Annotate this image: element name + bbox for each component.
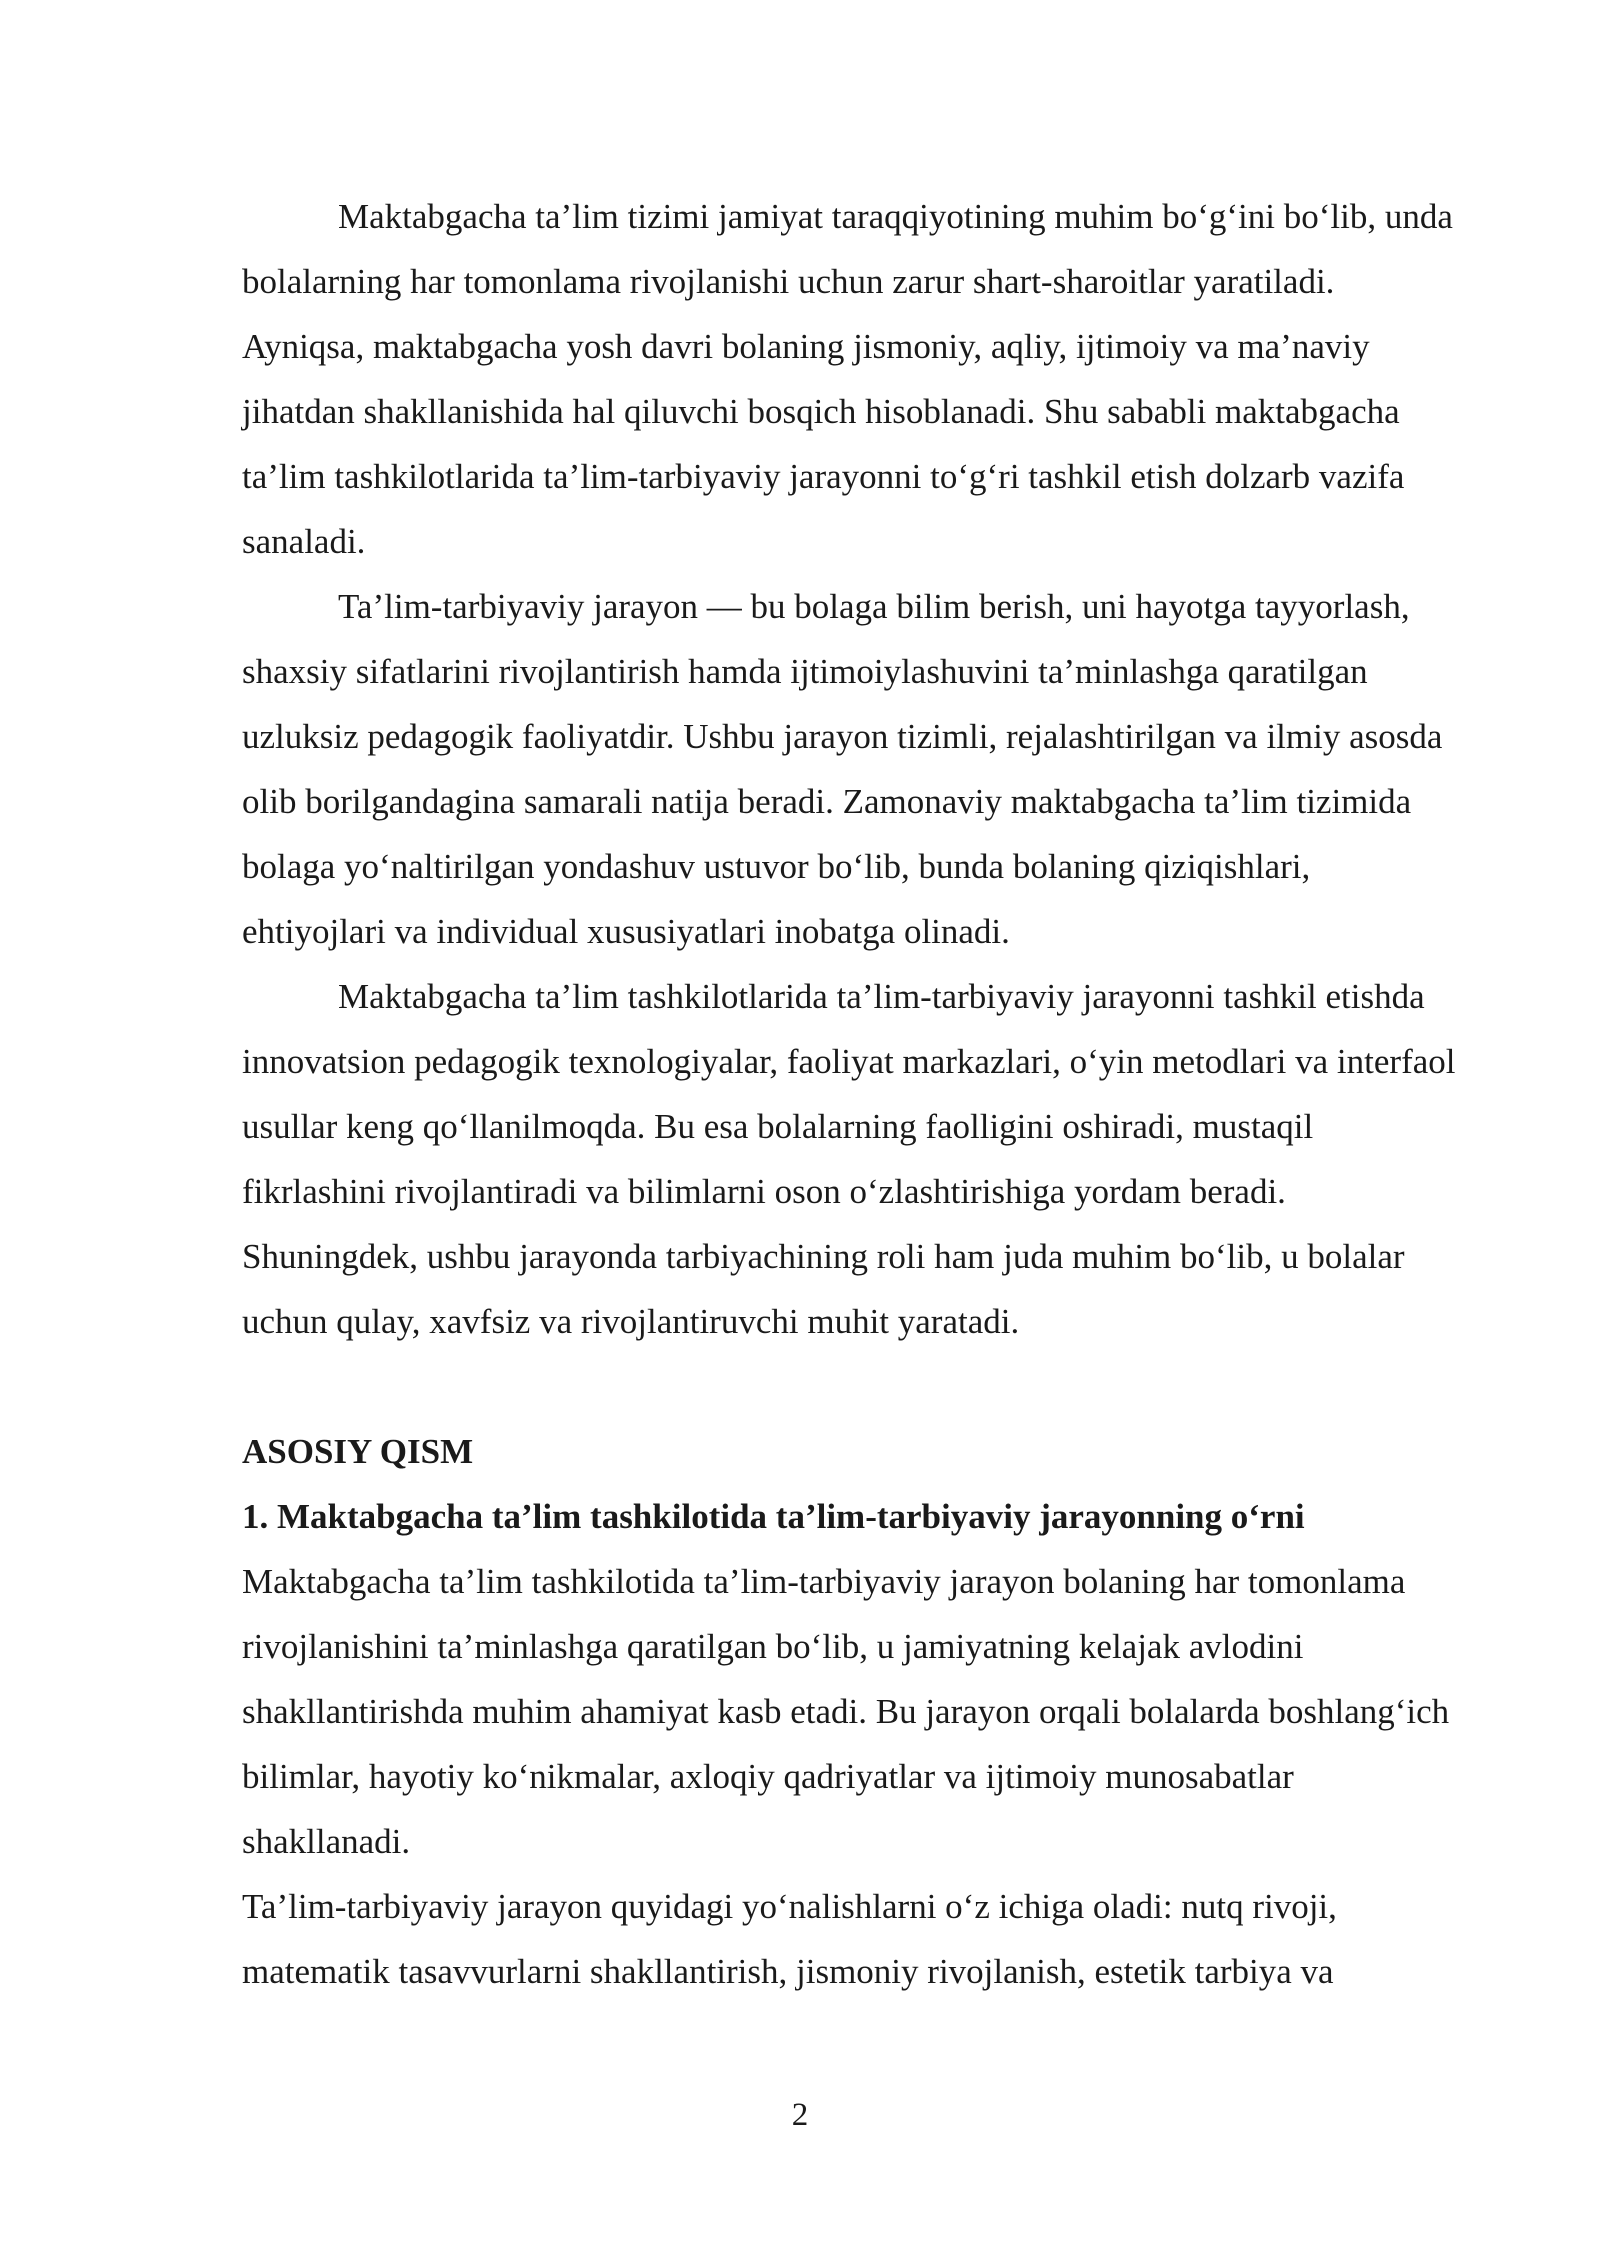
intro-paragraph-1: Maktabgacha ta’lim tizimi jamiyat taraqqiyotining muhim bo‘g‘ini bo‘lib, unda bolalarning har tomonlama rivojlanishi uchun zarur shart-sharoitlar yaratiladi. Ayniqsa, maktabgacha yosh davri bolaning jismoniy, aqliy, ijtimoiy va ma’naviy jihatdan shakllanishida hal qiluvchi bosqich hisoblanadi. Shu sababli maktabgacha ta’lim tashkilotlarida ta’lim-tarbiyaviy jarayonni to‘g‘ri tashkil etish dolzarb vazifa sanaladi. (242, 197, 1453, 561)
page-content (242, 184, 1462, 2004)
intro-paragraph-3: Maktabgacha ta’lim tashkilotlarida ta’lim-tarbiyaviy jarayonni tashkil etishda innovatsion pedagogik texnologiyalar, faoliyat markazlari, o‘yin metodlari va interfaol usullar keng qo‘llanilmoqda. Bu esa bolalarning faolligini oshiradi, mustaqil fikrlashini rivojlantiradi va bilimlarni oson o‘zlashtirishiga yordam beradi. Shuningdek, ushbu jarayonda tarbiyachining roli ham juda muhim bo‘lib, u bolalar uchun qulay, xavfsiz va rivojlantiruvchi muhit yaratadi. (242, 977, 1456, 1341)
main-paragraph-1: Maktabgacha ta’lim tashkilotida ta’lim-tarbiyaviy jarayon bolaning har tomonlama rivojlanishini ta’minlashga qaratilgan bo‘lib, u jamiyatning kelajak avlodini shakllantirishda muhim ahamiyat kasb etadi. Bu jarayon orqali bolalarda boshlang‘ich bilimlar, hayotiy ko‘nikmalar, axloqiy qadriyatlar va ijtimoiy munosabatlar shakllanadi. (242, 1562, 1450, 1861)
subsection-title: 1. Maktabgacha ta’lim tashkilotida ta’lim-tarbiyaviy jarayonning o‘rni (242, 1497, 1305, 1536)
page-number: 2 (791, 2097, 809, 2133)
section-title: ASOSIY QISM (242, 1432, 474, 1471)
paragraph-spacer (242, 1354, 1462, 1419)
main-paragraph-2: Ta’lim-tarbiyaviy jarayon quyidagi yo‘nalishlarni o‘z ichiga oladi: nutq rivoji, matematik tasavvurlarni shakllantirish, jismoniy rivojlanish, estetik tarbiya va (242, 1887, 1337, 1991)
intro-paragraph-2: Ta’lim-tarbiyaviy jarayon — bu bolaga bilim berish, uni hayotga tayyorlash, shaxsiy sifatlarini rivojlantirish hamda ijtimoiylashuvini ta’minlashga qaratilgan uzluksiz pedagogik faoliyatdir. Ushbu jarayon tizimli, rejalashtirilgan va ilmiy asosda olib borilgandagina samarali natija beradi. Zamonaviy maktabgacha ta’lim tizimida bolaga yo‘naltirilgan yondashuv ustuvor bo‘lib, bunda bolaning qiziqishlari, ehtiyojlari va individual xususiyatlari inobatga olinadi. (242, 587, 1443, 951)
